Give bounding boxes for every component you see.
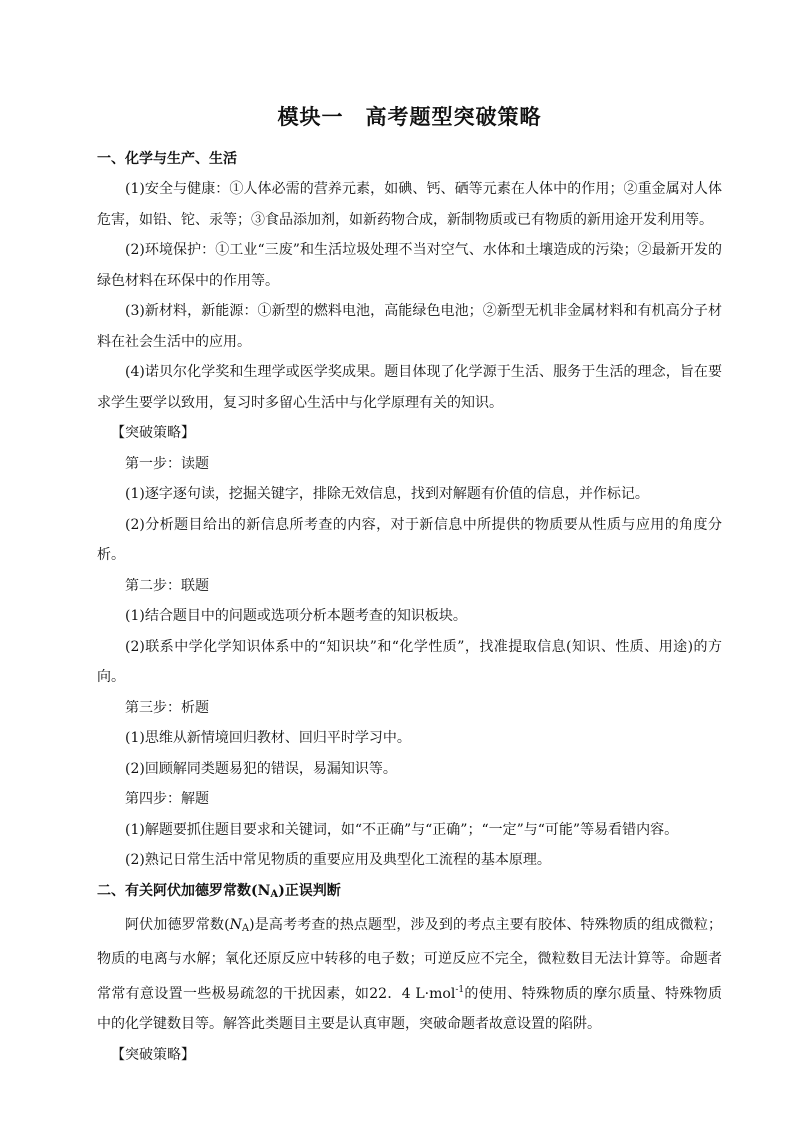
section-2-heading-suffix: )正误判断 xyxy=(278,882,341,899)
step-3-point-1: (1)思维从新情境回归教材、回归平时学习中。 xyxy=(125,730,411,746)
step-1-point-2: (2)分析题目给出的新信息所考查的内容，对于新信息中所提供的物质要从性质与应用的角度分析。 xyxy=(97,516,722,563)
section-1-heading: 一、化学与生产、生活 xyxy=(97,151,237,167)
page-title: 模块一 高考题型突破策略 xyxy=(277,104,542,129)
section-2-para-sub: A xyxy=(241,922,250,934)
step-2-point-2: (2)联系中学化学知识体系中的“知识块”和“化学性质”，找准提取信息(知识、性质、用途)的方向。 xyxy=(97,638,722,685)
step-1-point-1: (1)逐字逐句读，挖掘关键字，排除无效信息，找到对解题有价值的信息，并作标记。 xyxy=(125,486,649,502)
document-page xyxy=(97,100,722,1070)
step-4-point-1: (1)解题要抓住题目要求和关键词，如“不正确”与“正确”；“一定”与“可能”等易看错内容。 xyxy=(125,821,679,838)
section-2-strategy-label: 【突破策略】 xyxy=(111,1046,195,1063)
step-4-title: 第四步：解题 xyxy=(125,791,209,807)
section-1-item-4: (4)诺贝尔化学奖和生理学或医学奖成果。题目体现了化学源于生活、服务于生活的理念，旨在要求学生要学以致用，复习时多留心生活中与化学原理有关的知识。 xyxy=(97,364,722,411)
section-1-item-2: (2)环境保护：①工业“三废”和生活垃圾处理不当对空气、水体和土壤造成的污染；②最新开发的绿色材料在环保中的作用等。 xyxy=(97,242,722,289)
section-2-para-suffix: 的使用、特殊物质的摩尔质量、特殊物质中的化学键数目等。解答此类题目主要是认真审题，突破命题者故意设置的陷阱。 xyxy=(97,985,722,1032)
section-2-heading-sub: A xyxy=(270,888,279,900)
section-2-para-sup: -1 xyxy=(455,984,465,995)
step-1-title: 第一步：读题 xyxy=(125,455,209,472)
section-2-para-mid: )是高考考查的热点题型，涉及到的考点主要有胶体、特殊物质的组成微粒；物质的电离与水解；氧化还原反应中转移的电子数；可逆反应不完全，微粒数目无法计算等。命题者常常有意设置一些极易疏忽的干扰因素，如22．4 L·mol xyxy=(97,916,722,1002)
step-2-point-1: (1)结合题目中的问题或选项分析本题考查的知识板块。 xyxy=(125,608,467,624)
section-2-paragraph xyxy=(97,910,722,1040)
section-1-item-3: (3)新材料，新能源：①新型的燃料电池，高能绿色电池；②新型无机非金属材料和有机高分子材料在社会生活中的应用。 xyxy=(97,303,722,350)
step-3-title: 第三步：析题 xyxy=(125,699,209,716)
strategy-label: 【突破策略】 xyxy=(111,425,195,441)
section-2-heading-prefix: 二、有关阿伏加德罗常数(N xyxy=(97,882,271,899)
step-3-point-2: (2)回顾解同类题易犯的错误，易漏知识等。 xyxy=(125,760,397,777)
section-2-heading xyxy=(97,876,722,910)
step-2-title: 第二步：联题 xyxy=(125,577,209,594)
section-2-para-prefix: 阿伏加德罗常数( xyxy=(125,916,230,933)
section-1-item-1: (1)安全与健康：①人体必需的营养元素，如碘、钙、硒等元素在人体中的作用；②重金属对人体危害，如铅、铊、汞等；③食品添加剂，如新药物合成，新制物质或已有物质的新用途开发利用等。 xyxy=(97,181,722,228)
step-4-point-2: (2)熟记日常生活中常见物质的重要应用及典型化工流程的基本原理。 xyxy=(125,852,551,868)
section-2-para-n: N xyxy=(229,916,242,933)
